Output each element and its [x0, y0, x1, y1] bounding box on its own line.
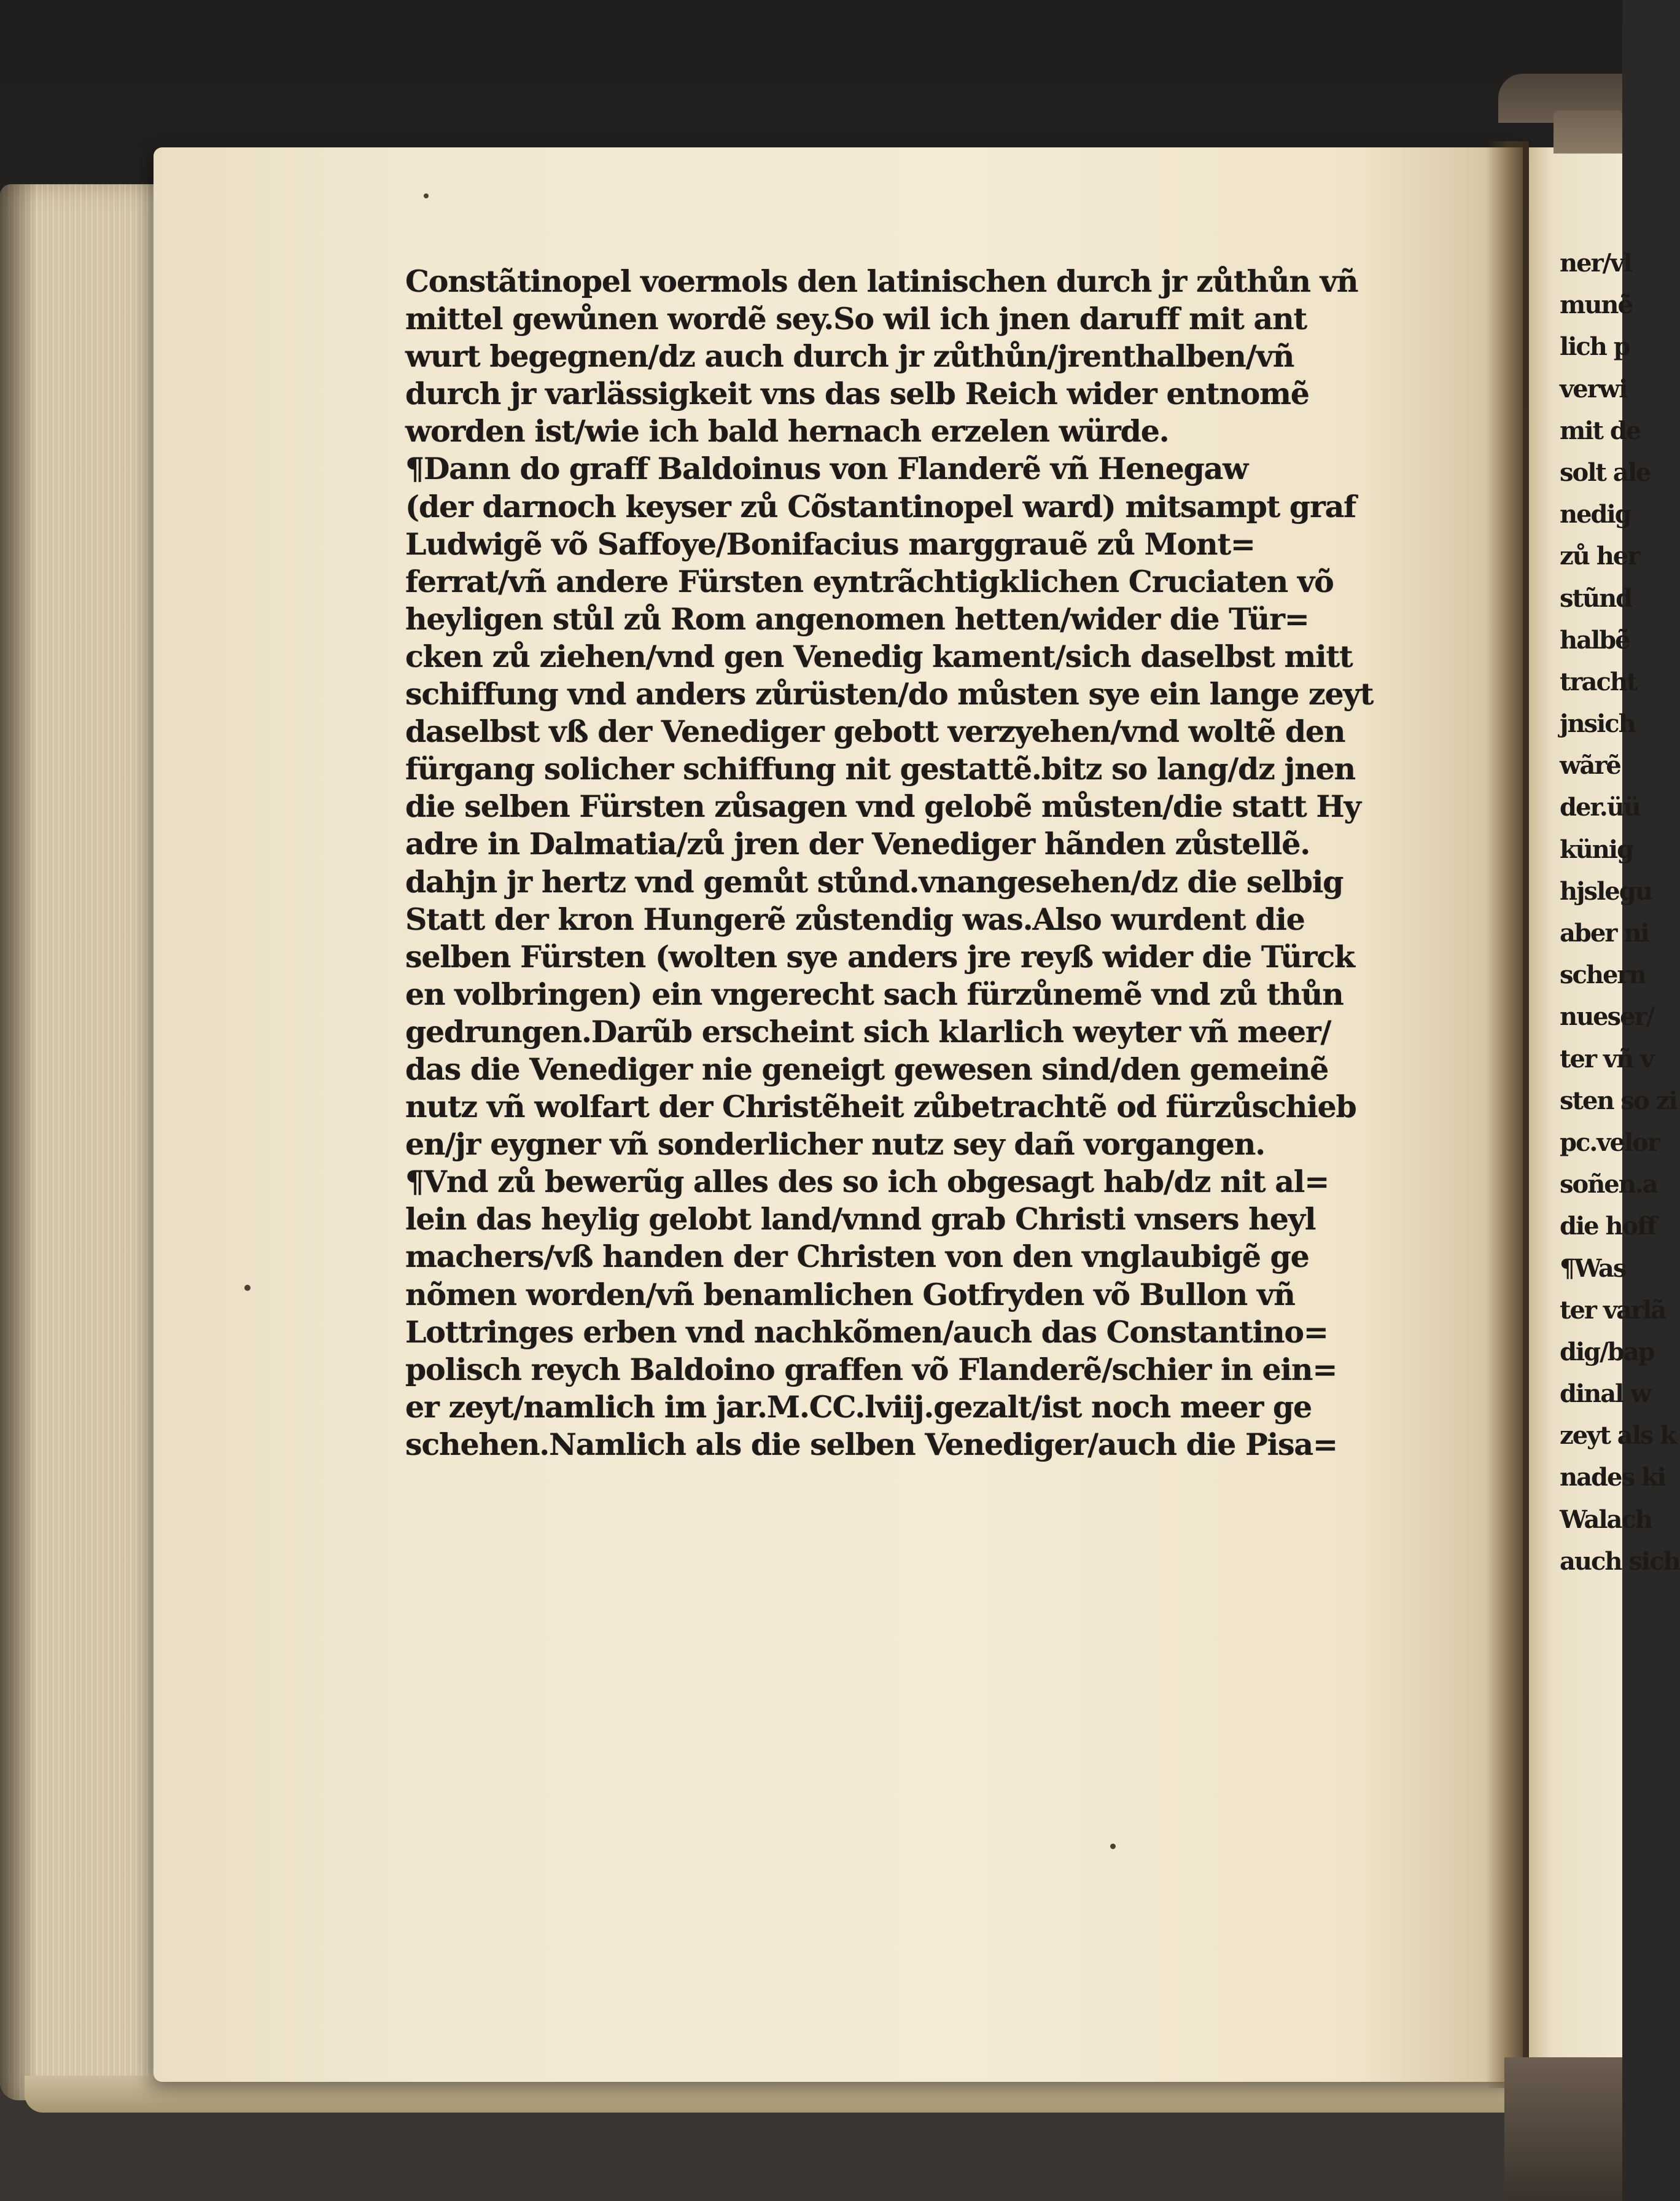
recto-text-line: jnsich	[1560, 709, 1635, 739]
recto-top-edge	[1554, 111, 1622, 154]
recto-text-line: Walach	[1560, 1505, 1652, 1534]
page-speck	[1110, 1844, 1116, 1849]
recto-text-line: ner/vl	[1560, 249, 1631, 278]
text-line: gedrungen.Darũb erscheint sich klarlich weyter vñ meer/	[405, 1013, 1331, 1050]
text-line: Lottringes erben vnd nachkõmen/auch das Constantino=	[405, 1314, 1328, 1350]
text-line: polisch reych Baldoino graffen võ Flanderẽ/schier in ein=	[405, 1351, 1337, 1387]
text-line: en volbringen) ein vngerecht sach fürzůnemẽ vnd zů thůn	[405, 976, 1344, 1012]
recto-text-line: nedig	[1560, 500, 1631, 529]
recto-text-line: pc.velor	[1560, 1128, 1659, 1157]
recto-text-line: wãrẽ	[1560, 751, 1620, 781]
recto-text-fragments	[1560, 243, 1680, 1583]
recto-text-line: schern	[1560, 960, 1646, 990]
text-line: cken zů ziehen/vnd gen Venedig kament/sich daselbst mitt	[405, 638, 1353, 674]
page-fore-edge-shadow	[0, 184, 37, 2100]
text-line: heyligen stůl zů Rom angenomen hetten/wider die Tür=	[405, 601, 1309, 637]
recto-text-line: dig/bap	[1560, 1337, 1654, 1366]
recto-text-line: nueser/	[1560, 1002, 1654, 1032]
text-line: nõmen worden/vñ benamlichen Gotfryden võ Bullon vñ	[405, 1276, 1295, 1312]
text-line: daselbst vß der Venediger gebott verzyehen/vnd woltẽ den	[405, 714, 1345, 750]
text-line: (der darnoch keyser zů Cõstantinopel ward) mitsampt graf	[405, 488, 1356, 524]
text-line: fürgang solicher schiffung nit gestattẽ.bitz so lang/dz jnen	[405, 751, 1355, 787]
recto-text-line: soñen.a	[1560, 1170, 1657, 1199]
text-line: ¶Vnd zů bewerũg alles des so ich obgesagt hab/dz nit al=	[405, 1164, 1329, 1200]
recto-text-line: mit de	[1560, 416, 1641, 445]
text-line: ¶Dann do graff Baldoinus von Flanderẽ vñ Henegaw	[405, 451, 1248, 487]
text-line: Constãtinopel voermols den latinischen durch jr zůthůn vñ	[405, 263, 1358, 299]
recto-text-line: dinal w	[1560, 1379, 1651, 1409]
recto-text-line: auch sich	[1560, 1546, 1680, 1576]
recto-text-line: zů her	[1560, 542, 1639, 571]
recto-text-line: aber ni	[1560, 919, 1649, 948]
text-line: schehen.Namlich als die selben Venediger/auch die Pisa=	[405, 1426, 1337, 1462]
recto-text-line: ter vñ v	[1560, 1044, 1654, 1073]
text-line: schiffung vnd anders zůrüsten/do můsten sye ein lange zeyt	[405, 676, 1374, 712]
main-text-block	[405, 263, 1400, 1463]
text-line: Ludwigẽ võ Saffoye/Bonifacius marggrauẽ zů Mont=	[405, 526, 1255, 562]
recto-text-line: verwi	[1560, 374, 1627, 403]
text-line: mittel gewůnen wordẽ sey.So wil ich jnen daruff mit ant	[405, 301, 1307, 337]
text-line: ferrat/vñ andere Fürsten eyntrãchtigklichen Cruciaten võ	[405, 563, 1334, 599]
recto-text-line: hjslegu	[1560, 876, 1652, 906]
recto-text-line: nades ki	[1560, 1463, 1665, 1492]
recto-text-line: sten so zi	[1560, 1086, 1677, 1115]
binding-leather-bottom	[1504, 2057, 1622, 2201]
recto-text-line: tracht	[1560, 667, 1637, 696]
recto-text-line: solt ale	[1560, 458, 1651, 487]
text-line: dahjn jr hertz vnd gemůt stůnd.vnangesehen/dz die selbig	[405, 863, 1344, 900]
text-line: nutz vñ wolfart der Christẽheit zůbetrachtẽ od fürzůschieb	[405, 1089, 1356, 1125]
page-speck	[244, 1285, 251, 1291]
recto-text-line: munẽ	[1560, 290, 1632, 320]
text-line: machers/vß handen der Christen von den vnglaubigẽ ge	[405, 1239, 1309, 1275]
recto-text-line: die hoff	[1560, 1212, 1656, 1241]
text-line: das die Venediger nie geneigt gewesen sind/den gemeinẽ	[405, 1051, 1329, 1087]
text-line: en/jr eygner vñ sonderlicher nutz sey dañ vorgangen.	[405, 1126, 1266, 1163]
recto-text-line: ter varlã	[1560, 1295, 1666, 1325]
recto-text-line: halbẽ	[1560, 625, 1630, 655]
text-line: Statt der kron Hungerẽ zůstendig was.Also wurdent die	[405, 901, 1305, 937]
text-line: worden ist/wie ich bald hernach erzelen würde.	[405, 413, 1169, 450]
recto-text-line: künig	[1560, 835, 1633, 864]
book-gutter	[1486, 141, 1529, 2088]
recto-text-line: zeyt als k	[1560, 1421, 1676, 1451]
text-line: die selben Fürsten zůsagen vnd gelobẽ můsten/die statt Hy	[405, 789, 1361, 825]
text-line: selben Fürsten (wolten sye anders jre reyß wider die Türck	[405, 938, 1355, 975]
page-speck	[424, 193, 429, 198]
text-line: wurt begegnen/dz auch durch jr zůthůn/jrenthalben/vñ	[405, 338, 1294, 375]
recto-text-line: lich p	[1560, 332, 1630, 362]
text-line: adre in Dalmatia/zů jren der Venediger hãnden zůstellẽ.	[405, 826, 1310, 862]
recto-text-line: stũnd	[1560, 583, 1632, 613]
recto-text-line: ¶Was	[1560, 1253, 1626, 1283]
text-line: er zeyt/namlich im jar.M.CC.lviij.gezalt/ist noch meer ge	[405, 1389, 1312, 1425]
text-line: lein das heylig gelobt land/vnnd grab Christi vnsers heyl	[405, 1201, 1316, 1237]
text-line: durch jr varlässigkeit vns das selb Reich wider entnomẽ	[405, 376, 1309, 412]
recto-text-line: der.üü	[1560, 793, 1640, 822]
